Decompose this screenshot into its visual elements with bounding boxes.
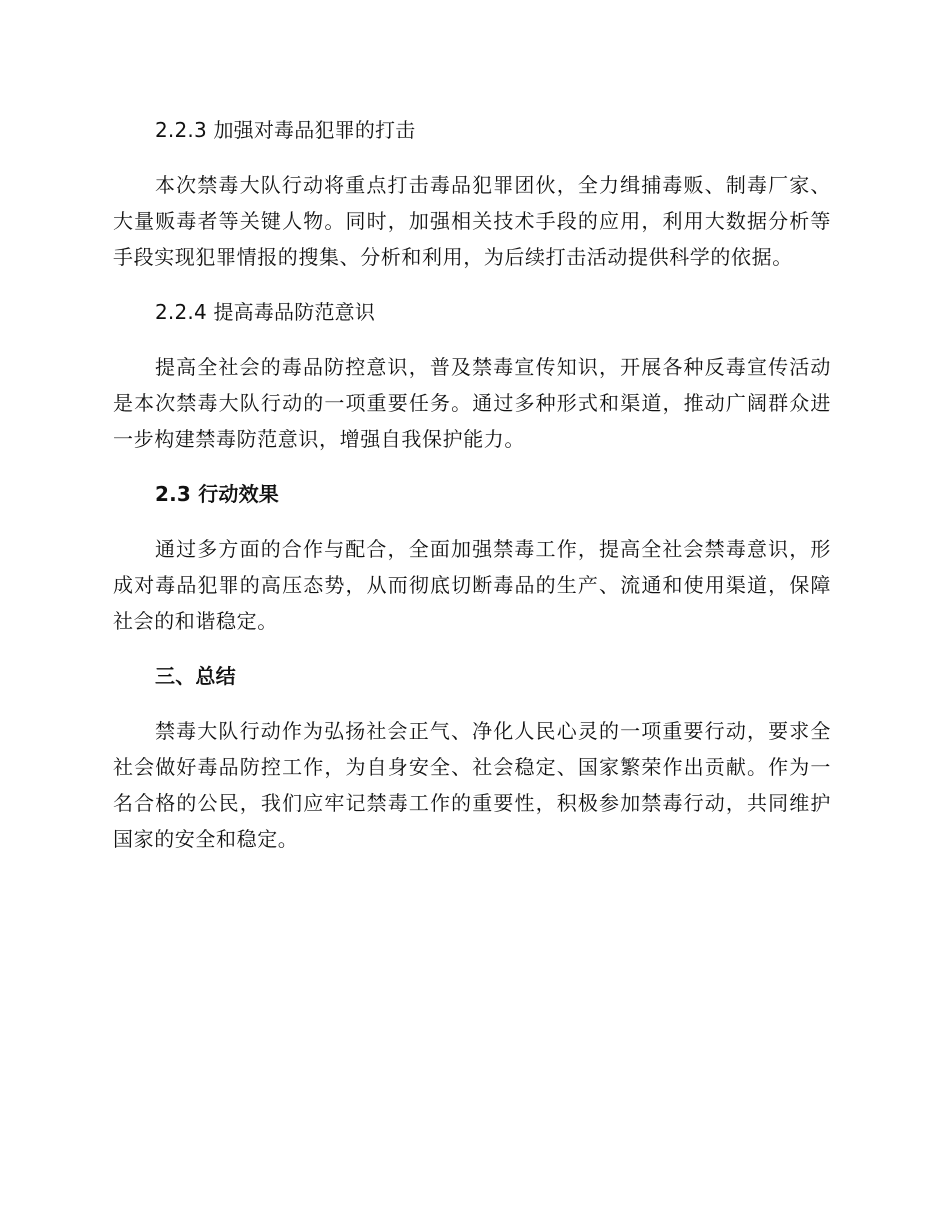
section-paragraph-2-2-3: 本次禁毒大队行动将重点打击毒品犯罪团伙，全力缉捕毒贩、制毒厂家、大量贩毒者等关键人物。同时，加强相关技术手段的应用，利用大数据分析等手段实现犯罪情报的搜集、分析和利用，为后续打击活动提供科学的依据。 [113,173,831,269]
section-paragraph-2-2-4: 提高全社会的毒品防控意识，普及禁毒宣传知识，开展各种反毒宣传活动是本次禁毒大队行动的一项重要任务。通过多种形式和渠道，推动广阔群众进一步构建禁毒防范意识，增强自我保护能力。 [113,355,831,451]
section-heading-2-3: 2.3 行动效果 [155,482,279,506]
document-body [113,112,831,857]
section-paragraph-summary: 禁毒大队行动作为弘扬社会正气、净化人民心灵的一项重要行动，要求全社会做好毒品防控工作，为自身安全、社会稳定、国家繁荣作出贡献。作为一名合格的公民，我们应牢记禁毒工作的重要性，积极参加禁毒行动，共同维护国家的安全和稳定。 [113,719,831,851]
section-paragraph-2-3: 通过多方面的合作与配合，全面加强禁毒工作，提高全社会禁毒意识，形成对毒品犯罪的高压态势，从而彻底切断毒品的生产、流通和使用渠道，保障社会的和谐稳定。 [113,537,831,633]
section-heading-2-2-4: 2.2.4 提高毒品防范意识 [155,300,376,324]
section-heading-2-2-3: 2.2.3 加强对毒品犯罪的打击 [155,118,416,142]
section-heading-summary: 三、总结 [155,664,236,688]
